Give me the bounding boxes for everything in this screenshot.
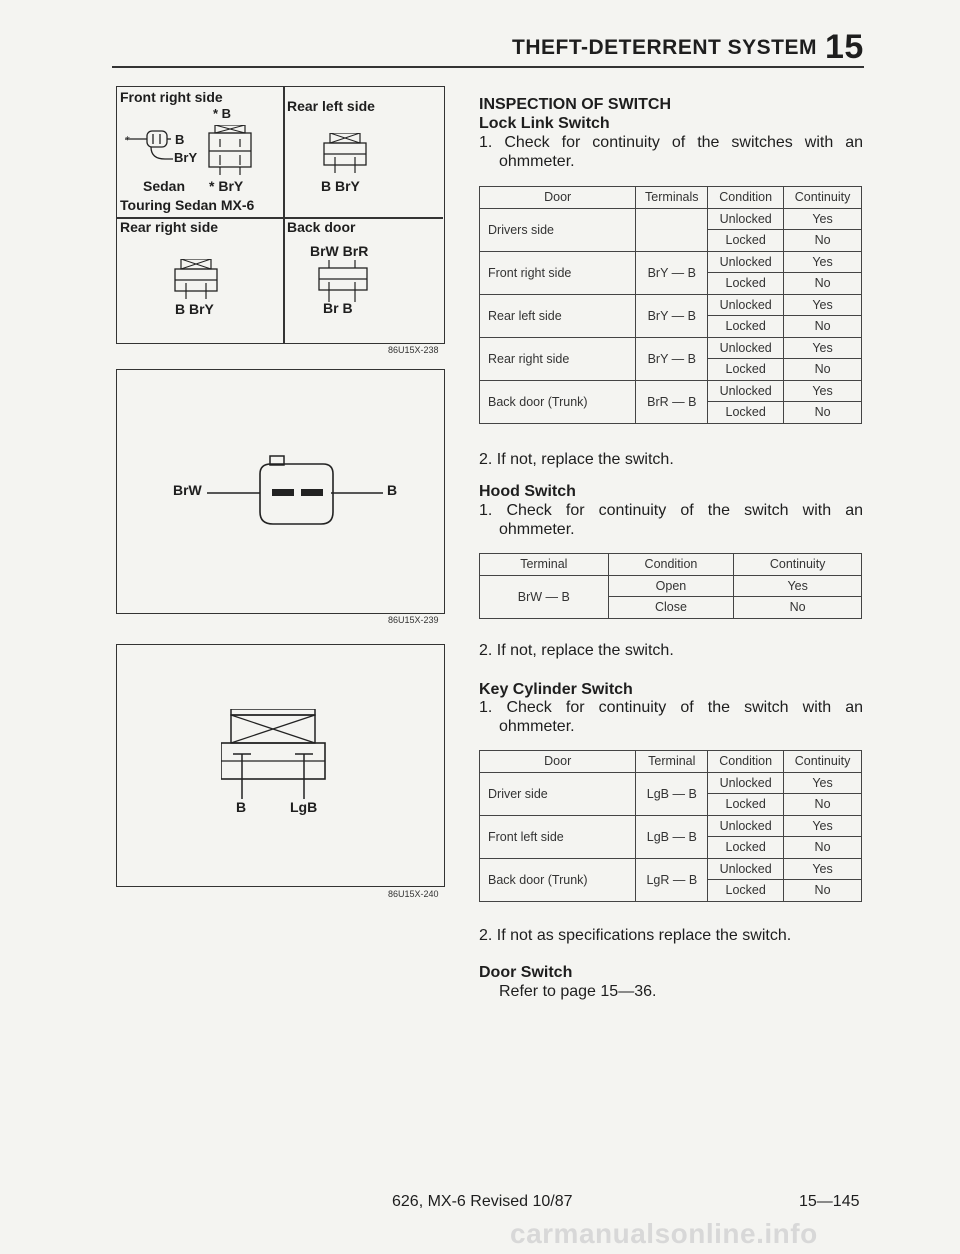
footer-model: 626, MX-6 Revised 10/87 [392,1193,573,1210]
continuity-cell: Yes [784,294,862,316]
rear-left-side-label: Rear left side [287,98,375,114]
rear-left-connector-icon [322,133,370,175]
figure-connector-locations [116,86,445,344]
section-title: THEFT-DETERRENT SYSTEM [512,36,818,59]
header-cell: Continuity [784,187,862,209]
terminal-cell: LgB — B [636,815,708,858]
table-header-row [480,187,862,209]
key-cylinder-table [479,750,862,902]
lock-link-step1: 1. Check for continuity of the switches with an ohmmeter. [479,134,863,170]
continuity-cell: No [784,316,862,338]
terminal-cell: BrY — B [636,294,708,337]
front-right-side-label: Front right side [120,89,223,105]
b-terminal-label: B [387,482,398,498]
hood-step2: 2. If not, replace the switch. [479,642,674,659]
star-b-label: * B [213,106,232,121]
terminal-cell: LgR — B [636,858,708,901]
terminal-cell: BrY — B [636,251,708,294]
star-bry-label: * BrY [209,178,244,194]
fig3-code: 86U15X-240 [388,889,439,899]
terminal-cell [636,208,708,251]
condition-cell: Unlocked [708,337,784,359]
brw-terminal-label: BrW [173,482,202,498]
back-door-bottom-pins-label: Br B [323,300,353,316]
section-number: 15 [825,28,864,66]
table-row [480,294,862,316]
continuity-cell: Yes [784,858,862,880]
door-cell: Rear right side [480,337,636,380]
rear-left-pins-label: B BrY [321,178,360,194]
b-pin-label: B [175,132,185,147]
continuity-cell: No [784,794,862,816]
door-cell: Drivers side [480,208,636,251]
condition-cell: Locked [708,837,784,859]
terminal-cell: BrW — B [480,575,609,618]
table-row [480,858,862,880]
continuity-cell: Yes [784,380,862,402]
back-door-top-pins-label: BrW BrR [310,243,369,259]
inspection-title: INSPECTION OF SWITCH [479,96,671,113]
table-row [480,575,862,597]
condition-cell: Locked [708,794,784,816]
terminal-cell: BrR — B [636,380,708,423]
condition-cell: Locked [708,880,784,902]
lock-link-title: Lock Link Switch [479,115,610,132]
fig1-code: 86U15X-238 [388,345,439,355]
key-cylinder-title: Key Cylinder Switch [479,681,633,698]
continuity-cell: No [784,880,862,902]
continuity-cell: No [784,230,862,252]
figure-hood-connector [116,369,445,614]
header-cell: Continuity [784,751,862,773]
door-switch-text: Refer to page 15—36. [499,983,657,1000]
key-cylinder-step1: 1. Check for continuity of the switch with an ohmmeter. [479,699,863,735]
condition-cell: Locked [708,316,784,338]
header-cell: Terminal [480,554,609,576]
continuity-cell: Yes [784,208,862,230]
rear-right-side-label: Rear right side [120,219,219,235]
table-row [480,337,862,359]
header-cell: Door [480,187,636,209]
b-terminal-label: B [236,799,247,815]
door-cell: Back door (Trunk) [480,380,636,423]
terminal-cell: LgB — B [636,772,708,815]
condition-cell: Unlocked [708,251,784,273]
condition-cell: Unlocked [708,208,784,230]
lock-link-table [479,186,862,424]
door-cell: Driver side [480,772,636,815]
condition-cell: Locked [708,359,784,381]
continuity-cell: No [734,597,862,619]
continuity-cell: Yes [784,337,862,359]
lock-link-step2: 2. If not, replace the switch. [479,451,674,468]
header-cell: Condition [608,554,734,576]
door-switch-title: Door Switch [479,964,573,981]
touring-sedan-label: Touring Sedan MX-6 [120,197,255,213]
svg-text:*: * [125,135,130,146]
door-cell: Back door (Trunk) [480,858,636,901]
sedan-label: Sedan [143,178,186,194]
table-row [480,208,862,230]
condition-cell: Unlocked [708,294,784,316]
header-cell: Continuity [734,554,862,576]
door-cell: Front left side [480,815,636,858]
condition-cell: Close [608,597,734,619]
condition-cell: Unlocked [708,772,784,794]
condition-cell: Unlocked [708,815,784,837]
rear-right-connector-icon [173,259,221,301]
continuity-cell: No [784,359,862,381]
continuity-cell: Yes [734,575,862,597]
door-cell: Rear left side [480,294,636,337]
back-door-label: Back door [287,219,356,235]
watermark: carmanualsonline.info [510,1218,818,1249]
continuity-cell: Yes [784,251,862,273]
condition-cell: Open [608,575,734,597]
back-door-connector-icon [313,260,377,304]
header-cell: Terminals [636,187,708,209]
continuity-cell: Yes [784,815,862,837]
condition-cell: Locked [708,273,784,295]
condition-cell: Unlocked [708,380,784,402]
continuity-cell: No [784,837,862,859]
header-cell: Door [480,751,636,773]
table-row [480,815,862,837]
condition-cell: Locked [708,402,784,424]
hood-step1: 1. Check for continuity of the switch with an ohmmeter. [479,502,863,538]
table-row [480,380,862,402]
header-rule [112,66,864,68]
hood-switch-table [479,553,862,619]
bry-pin-label: BrY [174,150,198,165]
door-cell: Front right side [480,251,636,294]
figure-key-cylinder-connector [116,644,445,887]
terminal-cell: BrY — B [636,337,708,380]
table-row [480,772,862,794]
key-cylinder-step2: 2. If not as specifications replace the switch. [479,927,792,944]
table-header-row [480,751,862,773]
header-cell: Terminal [636,751,708,773]
fig1-vdivider [283,87,285,343]
header-cell: Condition [708,751,784,773]
front-right-connector-icon [125,125,275,177]
continuity-cell: Yes [784,772,862,794]
rear-right-pins-label: B BrY [175,301,214,317]
continuity-cell: No [784,273,862,295]
hood-switch-title: Hood Switch [479,483,576,500]
lgb-terminal-label: LgB [290,799,318,815]
condition-cell: Unlocked [708,858,784,880]
condition-cell: Locked [708,230,784,252]
key-cylinder-connector-icon [221,709,339,801]
table-header-row [480,554,862,576]
page-header [512,28,864,67]
table-row [480,251,862,273]
continuity-cell: No [784,402,862,424]
footer-page: 15—145 [799,1193,860,1210]
fig2-code: 86U15X-239 [388,615,439,625]
header-cell: Condition [708,187,784,209]
